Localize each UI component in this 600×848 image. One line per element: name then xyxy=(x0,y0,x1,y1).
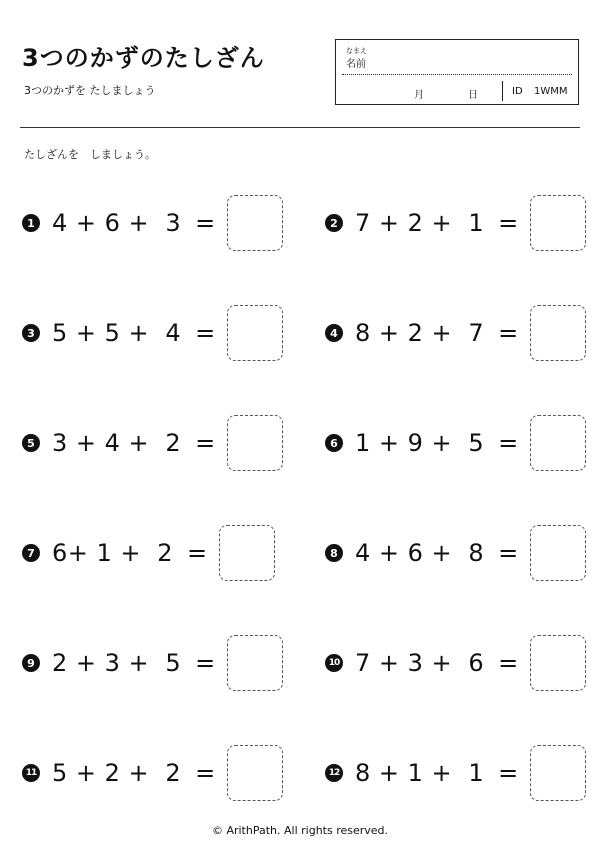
answer-box[interactable] xyxy=(530,635,586,691)
problem-2 xyxy=(325,194,586,252)
problem-expression: 7 + 2 + 1 xyxy=(355,209,485,237)
problem-expression: 5 + 5 + 4 xyxy=(52,319,182,347)
instruction-text: たしざんを しましょう。 xyxy=(24,148,156,161)
copyright-footer: © ArithPath. All rights reserved. xyxy=(211,824,389,837)
answer-box[interactable] xyxy=(227,635,283,691)
problem-expression: 1 + 9 + 5 xyxy=(355,429,485,457)
equals-sign: = xyxy=(498,429,519,457)
id-value: 1WMM xyxy=(534,86,568,97)
problem-number-badge: 3 xyxy=(22,324,40,342)
problem-expression: 4 + 6 + 8 xyxy=(355,539,485,567)
problem-number-badge: 4 xyxy=(325,324,343,342)
equals-sign: = xyxy=(498,649,519,677)
answer-box[interactable] xyxy=(530,745,586,801)
equals-sign: = xyxy=(498,759,519,787)
name-furigana: なまえ xyxy=(346,47,367,55)
problem-5 xyxy=(22,414,283,472)
problem-expression: 2 + 3 + 5 xyxy=(52,649,182,677)
problem-9 xyxy=(22,634,283,692)
answer-box[interactable] xyxy=(530,415,586,471)
problem-number-badge: 7 xyxy=(22,544,40,562)
problem-number-badge: 5 xyxy=(22,434,40,452)
worksheet-title: 3つのかずのたしざん xyxy=(22,44,265,72)
problem-expression: 4 + 6 + 3 xyxy=(52,209,182,237)
equals-sign: = xyxy=(195,319,216,347)
answer-box[interactable] xyxy=(530,305,586,361)
problem-expression: 8 + 2 + 7 xyxy=(355,319,485,347)
name-line xyxy=(342,74,572,75)
answer-box[interactable] xyxy=(219,525,275,581)
equals-sign: = xyxy=(195,429,216,457)
month-label: 月 xyxy=(414,90,424,101)
problem-number-badge: 1 xyxy=(22,214,40,232)
day-label: 日 xyxy=(468,90,478,101)
problem-expression: 7 + 3 + 6 xyxy=(355,649,485,677)
answer-box[interactable] xyxy=(227,195,283,251)
problem-number-badge: 2 xyxy=(325,214,343,232)
problem-expression: 3 + 4 + 2 xyxy=(52,429,182,457)
answer-box[interactable] xyxy=(530,195,586,251)
problem-10 xyxy=(325,634,586,692)
equals-sign: = xyxy=(498,539,519,567)
problem-number-badge: 12 xyxy=(325,764,343,782)
answer-box[interactable] xyxy=(227,305,283,361)
problem-4 xyxy=(325,304,586,362)
equals-sign: = xyxy=(187,539,208,567)
problem-3 xyxy=(22,304,283,362)
id-label: ID xyxy=(512,86,523,97)
problem-number-badge: 11 xyxy=(22,764,40,782)
equals-sign: = xyxy=(195,209,216,237)
name-label: 名前 xyxy=(346,59,366,70)
problem-number-badge: 9 xyxy=(22,654,40,672)
problem-1 xyxy=(22,194,283,252)
id-divider xyxy=(502,81,503,101)
equals-sign: = xyxy=(195,759,216,787)
problem-number-badge: 6 xyxy=(325,434,343,452)
header-divider xyxy=(20,127,580,128)
problem-6 xyxy=(325,414,586,472)
problem-8 xyxy=(325,524,586,582)
answer-box[interactable] xyxy=(530,525,586,581)
problem-7 xyxy=(22,524,275,582)
equals-sign: = xyxy=(498,319,519,347)
problem-expression: 8 + 1 + 1 xyxy=(355,759,485,787)
problem-expression: 6+ 1 + 2 xyxy=(52,539,174,567)
answer-box[interactable] xyxy=(227,415,283,471)
worksheet-subtitle: 3つのかずを たしましょう xyxy=(24,84,156,97)
problem-11 xyxy=(22,744,283,802)
problem-12 xyxy=(325,744,586,802)
equals-sign: = xyxy=(195,649,216,677)
answer-box[interactable] xyxy=(227,745,283,801)
name-date-box xyxy=(335,39,579,105)
problem-expression: 5 + 2 + 2 xyxy=(52,759,182,787)
equals-sign: = xyxy=(498,209,519,237)
problem-number-badge: 10 xyxy=(325,654,343,672)
problem-number-badge: 8 xyxy=(325,544,343,562)
